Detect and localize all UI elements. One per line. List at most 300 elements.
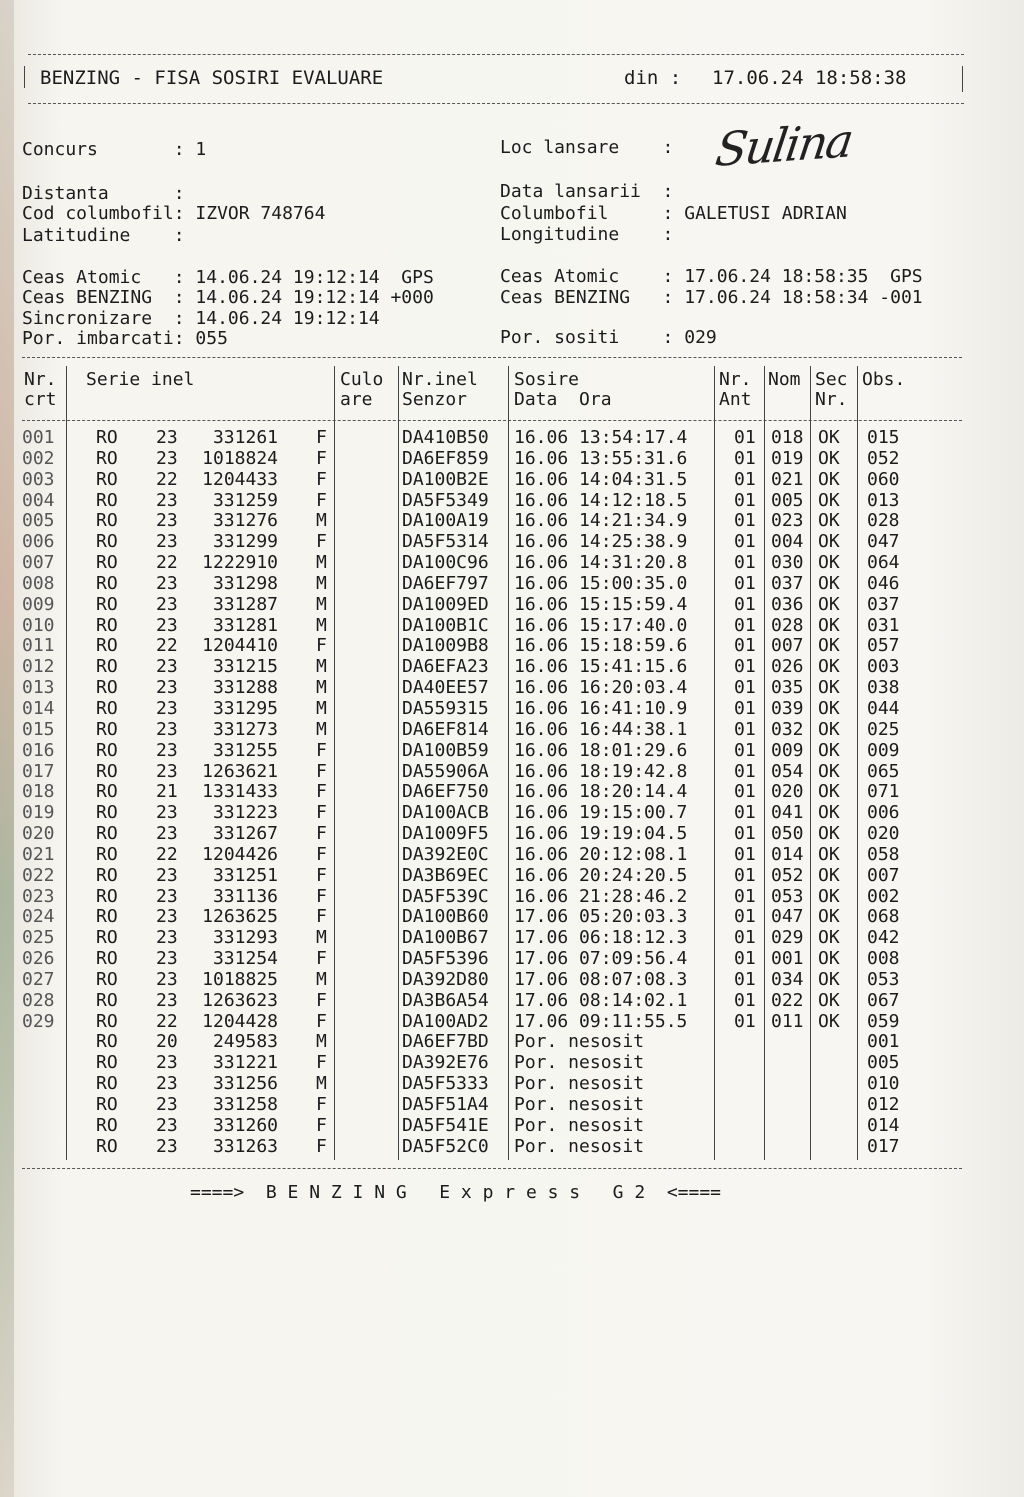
row-obs: 071 [867,781,900,803]
row-number: 010 [22,614,55,636]
row-nom: 004 [771,531,804,553]
row-ring-number: 331288 [212,677,278,699]
table-top-rule [22,357,962,358]
row-arrival: 16.06 15:00:35.0 [514,572,688,594]
row-antenna: 01 [734,656,756,678]
row-sec: OK [818,635,840,657]
row-ring-number: 331273 [212,718,278,740]
row-obs: 007 [867,864,900,886]
row-year: 23 [156,968,178,990]
row-arrival: Por. nesosit [514,1094,645,1115]
row-sensor: DA3B6A54 [402,989,489,1011]
row-obs: 057 [867,635,900,657]
row-antenna: 01 [734,697,756,719]
row-country: RO [96,1073,118,1095]
row-antenna: 01 [734,864,756,886]
row-obs: 044 [867,697,900,719]
row-sex: F [316,864,327,886]
row-ring-number: 331215 [212,656,278,678]
row-country: RO [96,552,118,574]
row-sex: F [316,447,327,469]
row-number: 005 [22,510,55,532]
row-year: 23 [156,489,178,511]
row-year: 23 [156,427,178,448]
row-antenna: 01 [734,968,756,990]
row-obs: 025 [867,718,900,740]
row-arrival: Por. nesosit [514,1073,645,1095]
data-lansarii-field: Data lansarii : [500,181,674,202]
row-ring-number: 331259 [212,489,278,511]
row-sex: F [316,1052,327,1074]
col-header-nr-inel: Nr.inel [402,369,478,390]
row-sex: M [316,1031,327,1053]
row-arrival: 16.06 21:28:46.2 [514,885,688,907]
row-country: RO [96,510,118,532]
row-country: RO [96,447,118,469]
concurs-field: Concurs : 1 [22,139,207,160]
row-sensor: DA6EF750 [402,781,489,803]
row-nom: 021 [771,468,804,490]
row-year: 23 [156,760,178,782]
row-sec: OK [818,447,840,469]
row-sensor: DA100B60 [402,906,489,928]
table-row [20,1012,960,1033]
table-row [20,949,960,970]
row-country: RO [96,489,118,511]
row-obs: 067 [867,989,900,1011]
row-number: 007 [22,552,55,574]
row-obs: 008 [867,948,900,970]
row-year: 23 [156,697,178,719]
row-country: RO [96,697,118,719]
ceas-benzing-end: Ceas BENZING : 17.06.24 18:58:34 -001 [500,287,923,308]
row-number: 025 [22,927,55,949]
row-arrival: 16.06 14:04:31.5 [514,468,688,490]
table-row [20,970,960,991]
row-sensor: DA100B2E [402,468,489,490]
row-sec: OK [818,802,840,824]
ceas-atomic-end: Ceas Atomic : 17.06.24 18:58:35 GPS [500,266,923,287]
row-sensor: DA40EE57 [402,677,489,699]
row-obs: 031 [867,614,900,636]
row-sec: OK [818,823,840,845]
row-obs: 042 [867,927,900,949]
row-country: RO [96,823,118,845]
row-ring-number: 331223 [212,802,278,824]
col-header-sec: Sec [815,369,848,390]
row-nom: 009 [771,739,804,761]
row-year: 23 [156,572,178,594]
row-nom: 019 [771,447,804,469]
row-sensor: DA6EF7BD [402,1031,489,1053]
row-sex: M [316,593,327,615]
row-year: 20 [156,1031,178,1053]
row-sec: OK [818,906,840,928]
header-bottom-rule [28,103,964,104]
row-year: 23 [156,989,178,1011]
row-sensor: DA6EF814 [402,718,489,740]
row-number: 016 [22,739,55,761]
row-sex: M [316,718,327,740]
row-year: 23 [156,656,178,678]
row-ring-number: 331281 [212,614,278,636]
row-sex: F [316,823,327,845]
row-obs: 064 [867,552,900,574]
row-nom: 032 [771,718,804,740]
row-sec: OK [818,510,840,532]
row-country: RO [96,885,118,907]
row-year: 23 [156,1073,178,1095]
row-ring-number: 331299 [212,531,278,553]
row-arrival: 16.06 19:19:04.5 [514,823,688,845]
paper-edge [0,0,14,1497]
row-arrival: 16.06 16:20:03.4 [514,677,688,699]
row-ring-number: 1204433 [202,468,278,490]
row-ring-number: 331258 [212,1094,278,1115]
row-number: 023 [22,885,55,907]
row-nom: 036 [771,593,804,615]
col-header-senzor: Senzor [402,389,468,410]
row-country: RO [96,968,118,990]
row-sec: OK [818,677,840,699]
row-sec: OK [818,968,840,990]
row-year: 23 [156,593,178,615]
table-row [20,866,960,887]
row-year: 23 [156,1052,178,1074]
row-sex: F [316,989,327,1011]
row-year: 23 [156,718,178,740]
col-header-are: are [340,389,373,410]
ceas-benzing-start: Ceas BENZING : 14.06.24 19:12:14 +000 [22,287,434,308]
row-sensor: DA392D80 [402,968,489,990]
row-obs: 006 [867,802,900,824]
row-ring-number: 331261 [212,427,278,448]
row-country: RO [96,614,118,636]
report-date-value: 17.06.24 18:58:38 [712,67,907,89]
row-country: RO [96,468,118,490]
table-row [20,449,960,470]
row-sensor: DA1009F5 [402,823,489,845]
row-sensor: DA100A19 [402,510,489,532]
table-row [20,1032,960,1053]
col-header-nom: Nom [768,369,801,390]
row-nom: 005 [771,489,804,511]
row-arrival: Por. nesosit [514,1114,645,1136]
row-sec: OK [818,572,840,594]
row-antenna: 01 [734,927,756,949]
row-arrival: 16.06 15:17:40.0 [514,614,688,636]
row-country: RO [96,572,118,594]
row-arrival: 16.06 15:15:59.4 [514,593,688,615]
row-sensor: DA5F5314 [402,531,489,553]
row-sex: M [316,677,327,699]
row-number: 009 [22,593,55,615]
row-country: RO [96,802,118,824]
longitudine-field: Longitudine : [500,224,674,245]
row-sex: F [316,427,327,448]
row-ring-number: 1331433 [202,781,278,803]
table-bottom-rule [22,1168,962,1169]
row-number: 002 [22,447,55,469]
row-ring-number: 331276 [212,510,278,532]
row-sex: F [316,739,327,761]
row-antenna: 01 [734,802,756,824]
table-row [20,574,960,595]
table-row [20,991,960,1012]
row-arrival: Por. nesosit [514,1052,645,1074]
table-row [20,1116,960,1137]
row-number: 013 [22,677,55,699]
col-header-ant: Ant [719,389,752,410]
row-arrival: 16.06 14:12:18.5 [514,489,688,511]
row-ring-number: 331255 [212,739,278,761]
table-row [20,491,960,512]
row-number: 024 [22,906,55,928]
row-obs: 020 [867,823,900,845]
row-ring-number: 1222910 [202,552,278,574]
row-year: 23 [156,531,178,553]
row-arrival: 17.06 05:20:03.3 [514,906,688,928]
row-obs: 038 [867,677,900,699]
row-country: RO [96,593,118,615]
row-sensor: DA5F541E [402,1114,489,1136]
table-row [20,616,960,637]
row-obs: 003 [867,656,900,678]
row-antenna: 01 [734,427,756,448]
table-row [20,1095,960,1116]
row-antenna: 01 [734,552,756,574]
row-obs: 001 [867,1031,900,1053]
row-year: 23 [156,614,178,636]
row-year: 23 [156,739,178,761]
row-year: 23 [156,802,178,824]
row-obs: 065 [867,760,900,782]
row-ring-number: 331287 [212,593,278,615]
report-date-label: din : [624,67,682,89]
cod-columbofil-field: Cod columbofil: IZVOR 748764 [22,203,326,224]
row-obs: 017 [867,1135,900,1157]
row-number: 027 [22,968,55,990]
col-header-sosire: Sosire [514,369,580,390]
row-nom: 041 [771,802,804,824]
row-ring-number: 1204426 [202,843,278,865]
row-obs: 059 [867,1010,900,1032]
header-left-bar [24,66,25,88]
table-row [20,636,960,657]
row-sensor: DA410B50 [402,427,489,448]
row-sensor: DA5F539C [402,885,489,907]
row-ring-number: 331251 [212,864,278,886]
row-nom: 053 [771,885,804,907]
row-year: 23 [156,864,178,886]
row-arrival: 16.06 14:21:34.9 [514,510,688,532]
row-obs: 028 [867,510,900,532]
row-nom: 030 [771,552,804,574]
row-arrival: 16.06 15:18:59.6 [514,635,688,657]
row-nom: 035 [771,677,804,699]
row-arrival: 16.06 18:19:42.8 [514,760,688,782]
row-year: 22 [156,552,178,574]
row-arrival: Por. nesosit [514,1031,645,1053]
row-ring-number: 1263623 [202,989,278,1011]
row-obs: 014 [867,1114,900,1136]
row-nom: 018 [771,427,804,448]
row-number: 026 [22,948,55,970]
row-antenna: 01 [734,531,756,553]
row-ring-number: 249583 [212,1031,278,1053]
row-sex: F [316,531,327,553]
row-antenna: 01 [734,468,756,490]
row-arrival: 16.06 13:55:31.6 [514,447,688,469]
row-obs: 002 [867,885,900,907]
table-row [20,657,960,678]
distanta-field: Distanta : [22,183,185,204]
row-antenna: 01 [734,885,756,907]
row-ring-number: 331254 [212,948,278,970]
row-sex: F [316,468,327,490]
table-row [20,762,960,783]
row-country: RO [96,864,118,886]
table-row [20,1137,960,1158]
row-nom: 029 [771,927,804,949]
col-header-nr: Nr. [24,369,57,390]
row-number: 008 [22,572,55,594]
row-sensor: DA55906A [402,760,489,782]
row-country: RO [96,989,118,1011]
row-antenna: 01 [734,447,756,469]
row-number: 017 [22,760,55,782]
row-country: RO [96,781,118,803]
row-ring-number: 331293 [212,927,278,949]
row-sex: M [316,510,327,532]
row-arrival: 17.06 09:11:55.5 [514,1010,688,1032]
row-sensor: DA392E76 [402,1052,489,1074]
row-country: RO [96,1031,118,1053]
row-sex: M [316,968,327,990]
row-sec: OK [818,468,840,490]
row-ring-number: 331136 [212,885,278,907]
row-sex: M [316,697,327,719]
row-year: 22 [156,843,178,865]
row-sec: OK [818,739,840,761]
row-sex: F [316,635,327,657]
table-row [20,907,960,928]
row-ring-number: 1263621 [202,760,278,782]
row-sec: OK [818,864,840,886]
row-ring-number: 331295 [212,697,278,719]
row-arrival: 16.06 16:44:38.1 [514,718,688,740]
row-ring-number: 331221 [212,1052,278,1074]
row-antenna: 01 [734,593,756,615]
row-year: 23 [156,1094,178,1115]
row-ring-number: 1204410 [202,635,278,657]
row-nom: 052 [771,864,804,886]
row-arrival: 16.06 19:15:00.7 [514,802,688,824]
row-number: 004 [22,489,55,511]
row-antenna: 01 [734,906,756,928]
row-nom: 050 [771,823,804,845]
row-sensor: DA100B1C [402,614,489,636]
row-antenna: 01 [734,489,756,511]
row-year: 22 [156,468,178,490]
row-obs: 058 [867,843,900,865]
row-country: RO [96,1094,118,1115]
row-sex: F [316,489,327,511]
header-top-rule [28,54,964,55]
row-sex: F [316,781,327,803]
col-header-obs: Obs. [862,369,906,390]
row-ring-number: 331260 [212,1114,278,1136]
row-arrival: 16.06 18:20:14.4 [514,781,688,803]
row-sensor: DA100B59 [402,739,489,761]
row-antenna: 01 [734,635,756,657]
row-ring-number: 331263 [212,1135,278,1157]
row-sensor: DA5F52C0 [402,1135,489,1157]
row-obs: 010 [867,1073,900,1095]
table-row [20,470,960,491]
row-country: RO [96,927,118,949]
row-antenna: 01 [734,677,756,699]
row-antenna: 01 [734,510,756,532]
row-nom: 034 [771,968,804,990]
table-row [20,720,960,741]
row-ring-number: 1018825 [202,968,278,990]
row-sensor: DA100B67 [402,927,489,949]
row-country: RO [96,1135,118,1157]
row-number: 014 [22,697,55,719]
arrivals-table [20,428,960,1158]
row-sex: F [316,843,327,865]
row-nom: 028 [771,614,804,636]
table-row [20,699,960,720]
porumbei-sositi: Por. sositi : 029 [500,327,717,348]
row-sex: M [316,927,327,949]
row-year: 21 [156,781,178,803]
row-nom: 037 [771,572,804,594]
row-number: 006 [22,531,55,553]
table-row [20,532,960,553]
row-obs: 046 [867,572,900,594]
row-ring-number: 1018824 [202,447,278,469]
row-nom: 001 [771,948,804,970]
row-sec: OK [818,989,840,1011]
row-sex: F [316,1010,327,1032]
row-number: 001 [22,427,55,448]
row-obs: 013 [867,489,900,511]
row-number: 015 [22,718,55,740]
row-country: RO [96,760,118,782]
row-ring-number: 1263625 [202,906,278,928]
row-arrival: Por. nesosit [514,1135,645,1157]
row-arrival: 17.06 07:09:56.4 [514,948,688,970]
latitudine-field: Latitudine : [22,225,185,246]
row-sensor: DA559315 [402,697,489,719]
columbofil-field: Columbofil : GALETUSI ADRIAN [500,203,847,224]
row-country: RO [96,656,118,678]
row-arrival: 17.06 06:18:12.3 [514,927,688,949]
row-sensor: DA6EFA23 [402,656,489,678]
row-sensor: DA1009B8 [402,635,489,657]
row-sex: F [316,906,327,928]
row-sensor: DA100ACB [402,802,489,824]
table-row [20,824,960,845]
row-year: 23 [156,885,178,907]
col-header-data-ora: Data Ora [514,389,612,410]
row-year: 22 [156,1010,178,1032]
row-sec: OK [818,614,840,636]
row-country: RO [96,739,118,761]
handwritten-location-signature: Sulina [712,112,856,178]
